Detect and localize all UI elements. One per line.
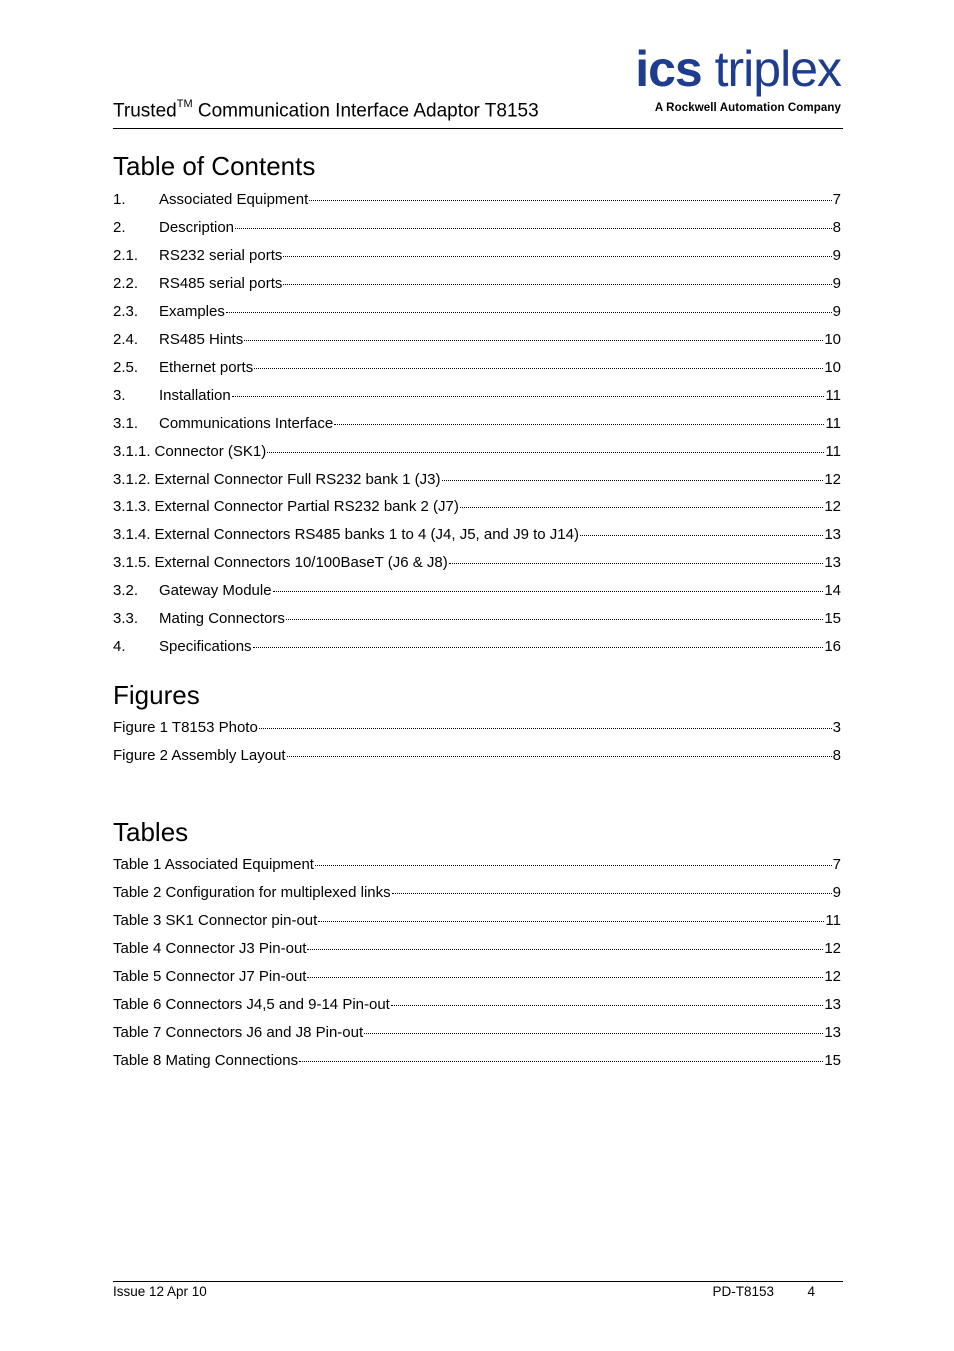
- dot-leader: [334, 423, 824, 425]
- toc-entry[interactable]: [113, 554, 841, 574]
- dot-leader: [449, 562, 824, 564]
- footer-doc-number: PD-T8153: [712, 1284, 774, 1299]
- entry-label: Table 7 Connectors J6 and J8 Pin-out: [113, 1024, 364, 1041]
- logo-bold: ics: [635, 41, 702, 97]
- entry-label: External Connectors 10/100BaseT (J6 & J8): [154, 554, 448, 572]
- entry-label: Ethernet ports: [159, 358, 254, 376]
- dot-leader: [267, 451, 824, 453]
- entry-page-number: 12: [824, 940, 841, 957]
- dot-leader: [232, 395, 825, 397]
- entry-label: Examples: [159, 302, 225, 320]
- tables-heading: Tables: [113, 817, 189, 847]
- page-footer: [113, 1281, 843, 1299]
- dot-leader: [442, 479, 824, 481]
- entry-number: 2.4.: [113, 330, 139, 348]
- dot-leader: [273, 590, 824, 592]
- entry-label: Figure 2 Assembly Layout: [113, 747, 286, 764]
- toc-entry[interactable]: [113, 912, 841, 932]
- toc-entry[interactable]: [113, 303, 841, 323]
- entry-label: Figure 1 T8153 Photo: [113, 719, 258, 736]
- entry-page-number: 9: [832, 884, 841, 901]
- entry-page-number: 12: [824, 470, 841, 488]
- entry-number: 4.: [113, 638, 126, 656]
- logo-tagline-b: Company: [784, 102, 841, 114]
- toc-entry[interactable]: [113, 275, 841, 295]
- toc-entry[interactable]: [113, 219, 841, 239]
- entry-number: 3.3.: [113, 610, 139, 628]
- entry-page-number: 12: [824, 498, 841, 516]
- entry-label: Table 1 Associated Equipment: [113, 856, 314, 873]
- toc-entry[interactable]: [113, 719, 841, 739]
- logo-wordmark: [635, 40, 841, 98]
- entry-page-number: 13: [824, 1024, 841, 1041]
- entry-page-number: 15: [824, 610, 841, 628]
- entry-label: Connector (SK1): [154, 442, 267, 460]
- entry-number: 1.: [113, 191, 126, 208]
- toc-entry[interactable]: [113, 247, 841, 267]
- dot-leader: [307, 948, 823, 950]
- logo-light: triplex: [714, 41, 841, 97]
- entry-label: Gateway Module: [159, 582, 272, 600]
- entry-label: RS232 serial ports: [159, 246, 283, 264]
- dot-leader: [318, 920, 824, 922]
- entry-label: Table 3 SK1 Connector pin-out: [113, 912, 318, 929]
- dot-leader: [460, 506, 823, 508]
- toc-entry[interactable]: [113, 471, 841, 491]
- toc-entry[interactable]: [113, 331, 841, 351]
- dot-leader: [283, 283, 831, 285]
- entry-label: External Connector Partial RS232 bank 2 (J7): [154, 498, 459, 516]
- toc-entry[interactable]: [113, 940, 841, 960]
- entry-number: 3.1.3.: [113, 498, 151, 516]
- company-logo: [611, 40, 841, 120]
- entry-page-number: 15: [824, 1052, 841, 1069]
- entry-number: 2.5.: [113, 358, 139, 376]
- entry-label: Table 4 Connector J3 Pin-out: [113, 940, 307, 957]
- dot-leader: [307, 976, 823, 978]
- entry-page-number: 10: [824, 358, 841, 376]
- footer-issue: Issue 12 Apr 10: [113, 1284, 207, 1299]
- entry-page-number: 13: [824, 526, 841, 544]
- entry-number: 3.1.2.: [113, 470, 151, 488]
- entry-number: 2.2.: [113, 274, 139, 292]
- dot-leader: [315, 864, 832, 866]
- entry-page-number: 14: [824, 582, 841, 600]
- dot-leader: [391, 1004, 823, 1006]
- entry-label: Mating Connectors: [159, 610, 285, 628]
- entry-number: 2.3.: [113, 302, 139, 320]
- entry-page-number: 11: [825, 912, 841, 929]
- entry-label: RS485 Hints: [159, 330, 244, 348]
- entry-label: Communications Interface: [159, 414, 334, 432]
- toc-entry[interactable]: [113, 968, 841, 988]
- dot-leader: [364, 1032, 823, 1034]
- entry-page-number: 13: [824, 996, 841, 1013]
- dot-leader: [253, 646, 824, 648]
- dot-leader: [226, 311, 832, 313]
- entry-number: 2.: [113, 218, 126, 236]
- toc-entry[interactable]: [113, 443, 841, 463]
- title-rest: Communication Interface Adaptor T8153: [192, 100, 539, 122]
- entry-label: RS485 serial ports: [159, 274, 283, 292]
- dot-leader: [254, 367, 823, 369]
- entry-label: Description: [159, 218, 235, 236]
- toc-entry[interactable]: [113, 856, 841, 876]
- entry-page-number: 10: [824, 330, 841, 348]
- entry-page-number: 3: [832, 719, 841, 736]
- toc-heading: Table of Contents: [113, 151, 316, 181]
- dot-leader: [580, 534, 823, 536]
- entry-page-number: 9: [832, 302, 841, 320]
- toc-entry[interactable]: [113, 387, 841, 407]
- figures-heading: Figures: [113, 680, 200, 710]
- entry-page-number: 11: [825, 414, 841, 432]
- logo-tagline-a: A Rockwell Automation: [654, 102, 785, 114]
- toc-entry[interactable]: [113, 610, 841, 630]
- entry-number: 3.2.: [113, 582, 139, 600]
- entry-page-number: 13: [824, 554, 841, 572]
- trademark-sup: TM: [176, 98, 193, 110]
- toc-entry[interactable]: [113, 359, 841, 379]
- toc-entry[interactable]: [113, 498, 841, 518]
- entry-page-number: 8: [832, 218, 841, 236]
- toc-entry[interactable]: [113, 191, 841, 211]
- dot-leader: [392, 892, 832, 894]
- entry-number: 3.1.: [113, 414, 139, 432]
- entry-page-number: 11: [825, 442, 841, 460]
- entry-number: 3.: [113, 386, 126, 404]
- page-header: [113, 40, 843, 129]
- entry-page-number: 16: [824, 638, 841, 656]
- entry-page-number: 12: [824, 968, 841, 985]
- entry-page-number: 7: [832, 856, 841, 873]
- toc-entry[interactable]: [113, 996, 841, 1016]
- document-title: [113, 100, 539, 122]
- toc-entry[interactable]: [113, 415, 841, 435]
- entry-page-number: 9: [832, 246, 841, 264]
- entry-label: External Connectors RS485 banks 1 to 4 (J4, J5, and J9 to J14): [154, 526, 579, 544]
- toc-entry[interactable]: [113, 1024, 841, 1044]
- toc-entry[interactable]: [113, 638, 841, 658]
- entry-label: Specifications: [159, 638, 252, 656]
- toc-entry[interactable]: [113, 526, 841, 546]
- entry-label: Associated Equipment: [159, 191, 309, 208]
- entry-label: Table 2 Configuration for multiplexed links: [113, 884, 391, 901]
- dot-leader: [259, 727, 832, 729]
- title-prefix: Trusted: [113, 100, 177, 122]
- entry-number: 2.1.: [113, 246, 139, 264]
- entry-label: Table 8 Mating Connections: [113, 1052, 299, 1069]
- entry-page-number: 8: [832, 747, 841, 764]
- logo-tagline: [655, 102, 841, 114]
- entry-label: External Connector Full RS232 bank 1 (J3): [154, 470, 441, 488]
- toc-entry[interactable]: [113, 884, 841, 904]
- dot-leader: [287, 755, 832, 757]
- entry-number: 3.1.1.: [113, 442, 151, 460]
- entry-page-number: 11: [825, 386, 841, 404]
- dot-leader: [244, 339, 823, 341]
- entry-label: Installation: [159, 386, 231, 404]
- entry-label: Table 5 Connector J7 Pin-out: [113, 968, 307, 985]
- entry-page-number: 9: [832, 274, 841, 292]
- toc-entry[interactable]: [113, 747, 841, 767]
- toc-entry[interactable]: [113, 582, 841, 602]
- entry-page-number: 7: [832, 191, 841, 208]
- dot-leader: [235, 227, 832, 229]
- dot-leader: [309, 199, 831, 201]
- dot-leader: [283, 255, 831, 257]
- footer-page-number: 4: [807, 1284, 815, 1299]
- toc-entry[interactable]: [113, 1052, 841, 1072]
- entry-number: 3.1.5.: [113, 554, 151, 572]
- entry-number: 3.1.4.: [113, 526, 151, 544]
- entry-label: Table 6 Connectors J4,5 and 9-14 Pin-out: [113, 996, 390, 1013]
- dot-leader: [286, 618, 823, 620]
- dot-leader: [299, 1060, 823, 1062]
